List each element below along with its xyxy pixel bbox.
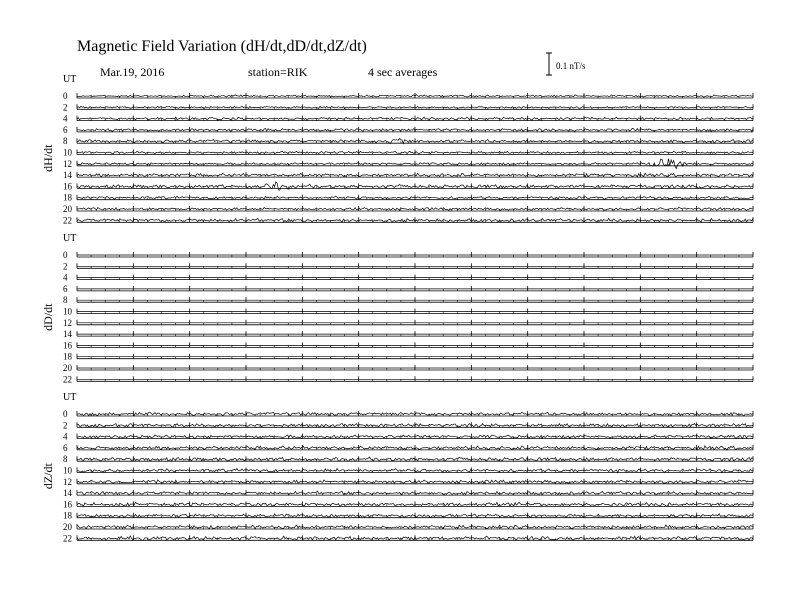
row-hour-label: 20 xyxy=(63,363,72,373)
date-label: Mar.19, 2016 xyxy=(100,65,165,79)
row-hour-label: 22 xyxy=(63,374,72,385)
row-hour-label: 10 xyxy=(63,147,72,158)
row-hour-label: 12 xyxy=(63,317,72,328)
row-hour-label: 16 xyxy=(63,181,72,192)
row-hour-label: 4 xyxy=(63,113,68,124)
row-hour-label: 12 xyxy=(63,158,72,169)
row-hour-label: 0 xyxy=(63,250,68,260)
station-label: station=RIK xyxy=(248,65,308,79)
data-trace xyxy=(77,182,753,190)
row-hour-label: 2 xyxy=(63,102,68,113)
row-hour-label: 6 xyxy=(63,124,68,135)
chart-title: Magnetic Field Variation (dH/dt,dD/dt,dZ/dt) xyxy=(77,38,367,55)
row-hour-label: 6 xyxy=(63,283,68,294)
scale-bar-label: 0.1 nT/s xyxy=(556,61,586,71)
row-hour-label: 0 xyxy=(63,409,68,419)
row-hour-label: 12 xyxy=(63,476,72,487)
averaging-label: 4 sec averages xyxy=(368,65,438,79)
row-hour-label: 18 xyxy=(63,192,72,203)
row-hour-label: 20 xyxy=(63,522,72,532)
panel-ut-label: UT xyxy=(63,392,77,403)
row-hour-label: 18 xyxy=(63,510,72,521)
panel-ut-label: UT xyxy=(63,74,77,85)
row-hour-label: 18 xyxy=(63,351,72,362)
row-hour-label: 8 xyxy=(63,136,68,147)
panel-ylabel: dH/dt xyxy=(41,144,55,172)
row-hour-label: 10 xyxy=(63,306,72,317)
row-hour-label: 14 xyxy=(63,170,72,181)
row-hour-label: 16 xyxy=(63,499,72,510)
row-hour-label: 8 xyxy=(63,295,68,306)
row-hour-label: 14 xyxy=(63,488,72,499)
panel-ylabel: dD/dt xyxy=(41,303,55,331)
row-hour-label: 20 xyxy=(63,204,72,214)
row-hour-label: 2 xyxy=(63,420,68,431)
row-hour-label: 22 xyxy=(63,533,72,544)
row-hour-label: 22 xyxy=(63,215,72,226)
row-hour-label: 8 xyxy=(63,454,68,465)
row-hour-label: 14 xyxy=(63,329,72,340)
row-hour-label: 4 xyxy=(63,272,68,283)
row-hour-label: 4 xyxy=(63,431,68,442)
row-hour-label: 16 xyxy=(63,340,72,351)
row-hour-label: 2 xyxy=(63,261,68,272)
row-hour-label: 0 xyxy=(63,91,68,101)
panel-ylabel: dZ/dt xyxy=(41,463,55,490)
row-hour-label: 10 xyxy=(63,465,72,476)
row-hour-label: 6 xyxy=(63,442,68,453)
panel-ut-label: UT xyxy=(63,233,77,244)
